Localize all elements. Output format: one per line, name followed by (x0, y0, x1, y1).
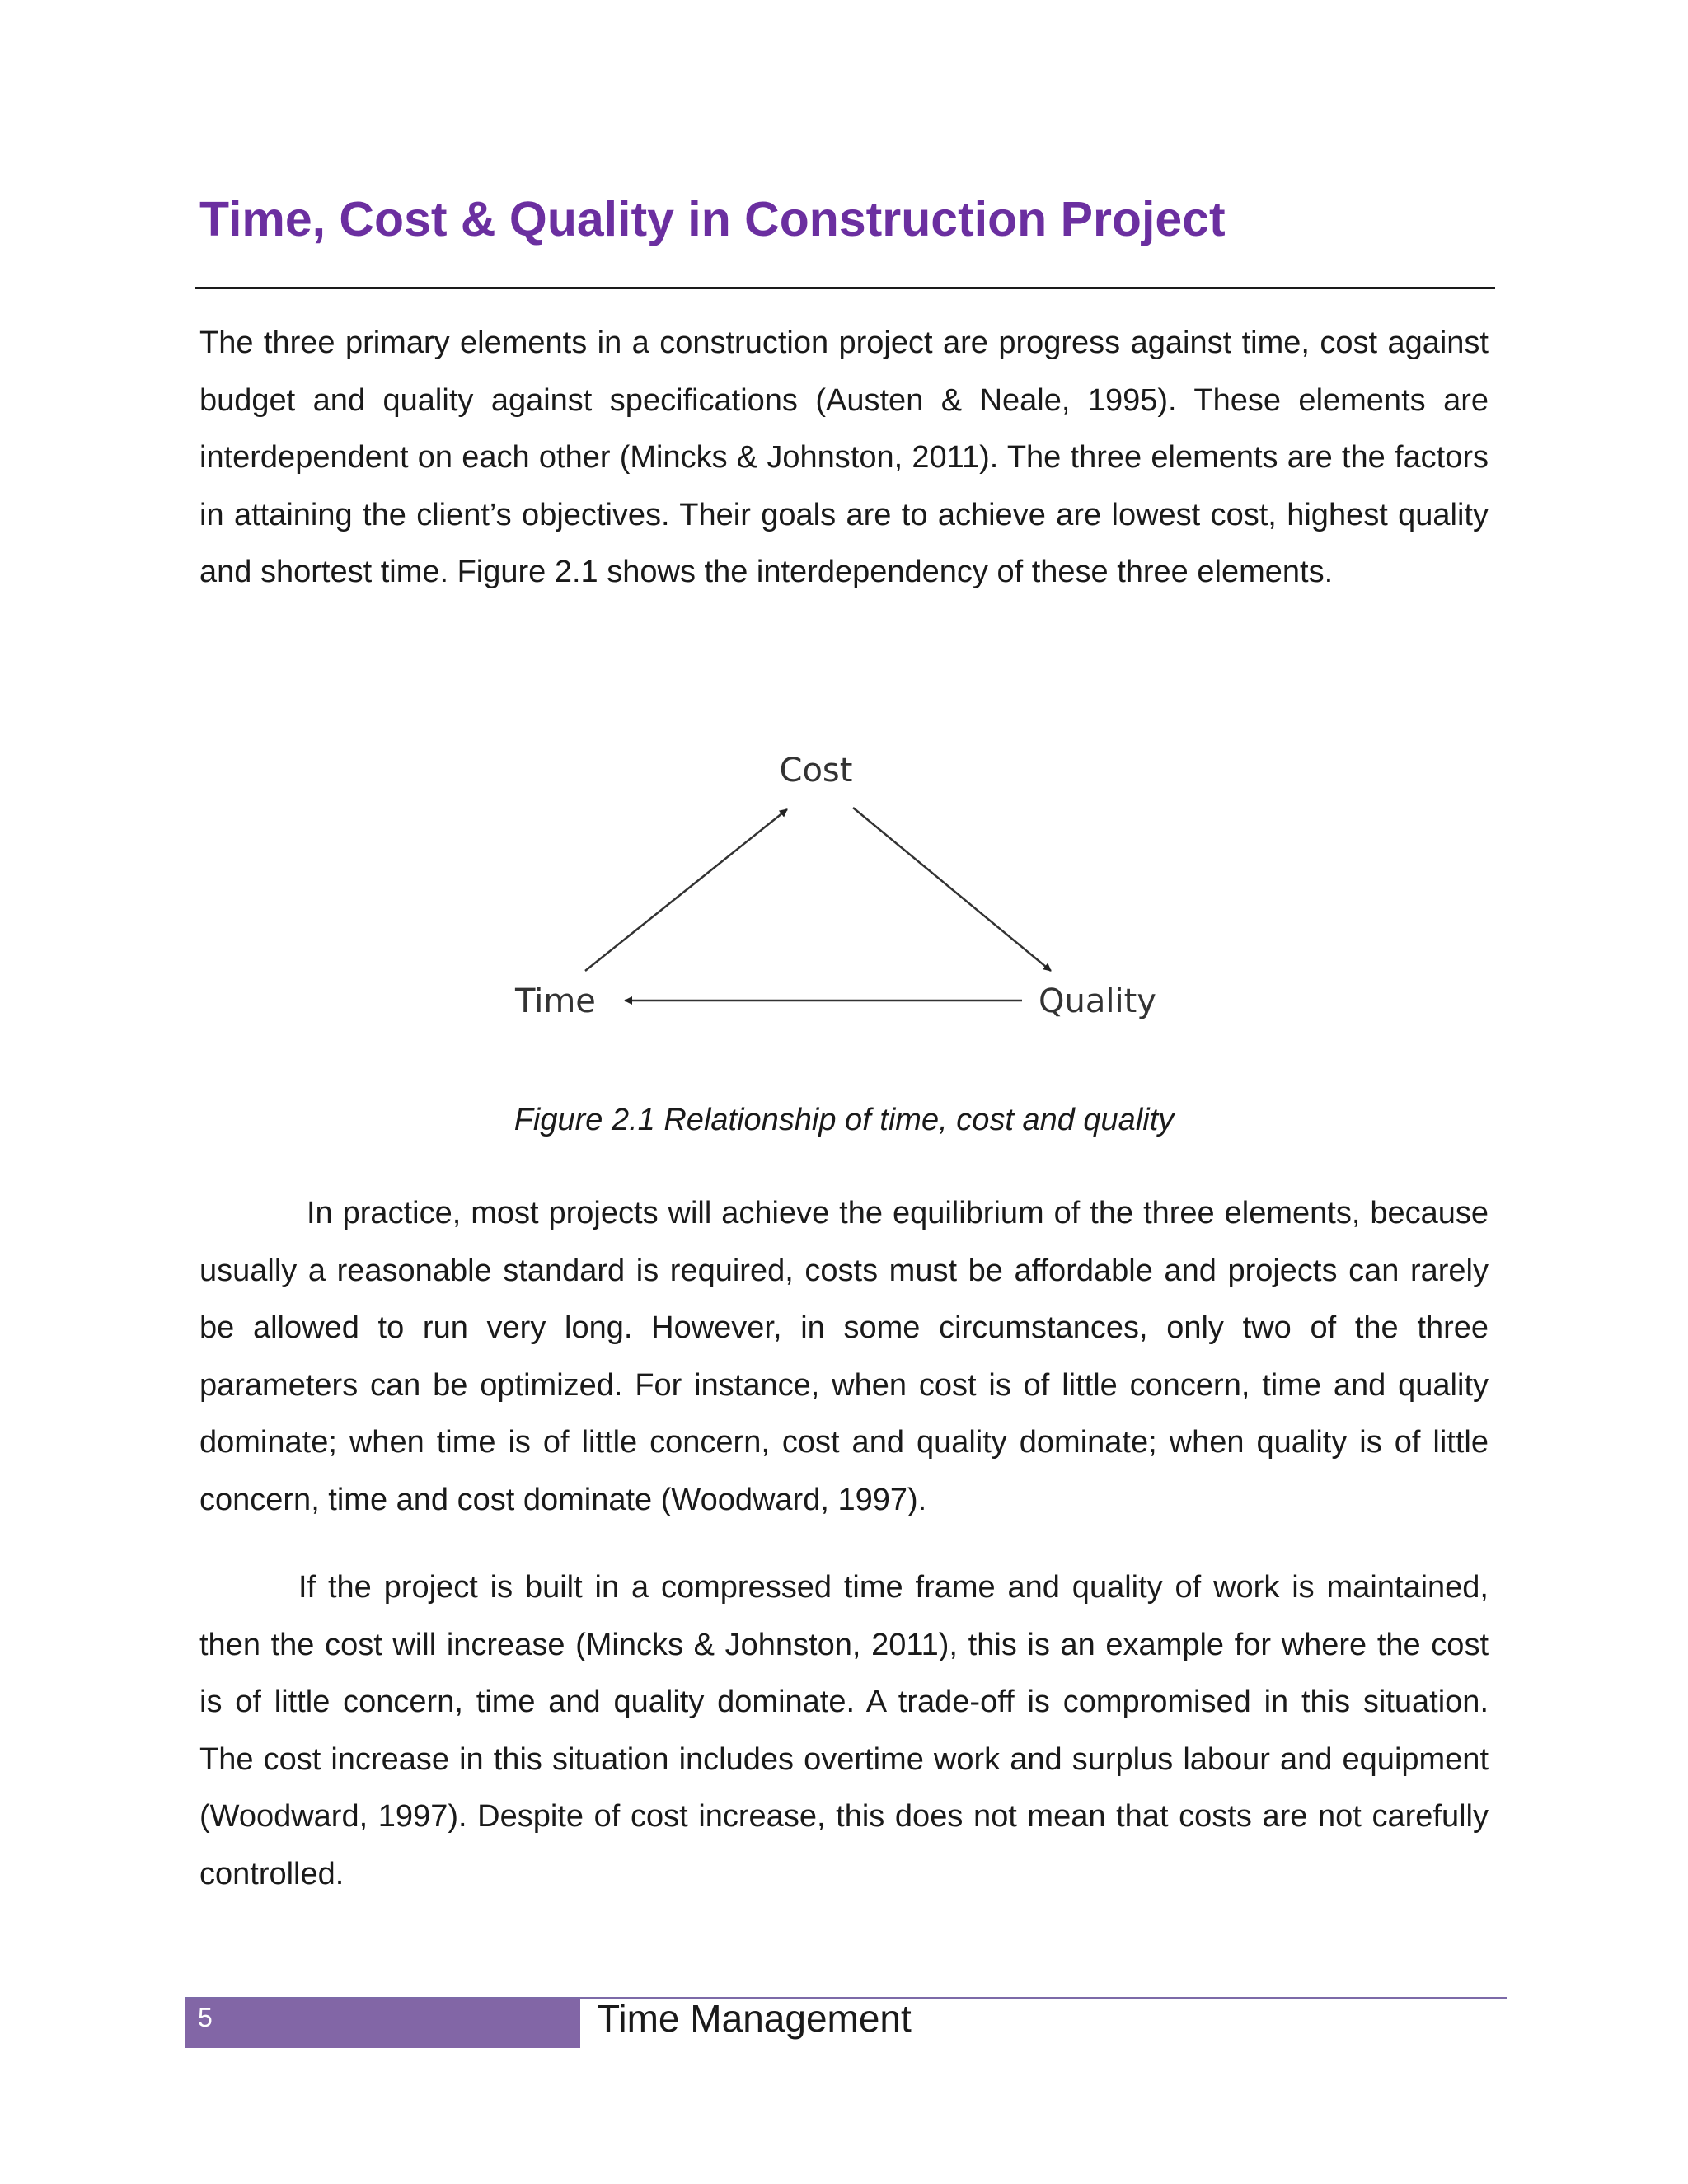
body-paragraph-3: If the project is built in a compressed time frame and quality of work is maintained, then the cost will increase (Mincks & Johnston, 2011), this is an example for where the cost is of little concern, time and quality dominate. A trade-off is compromised in this situation. The cost increase in this situation includes overtime work and surplus labour and equipment (Woodward, 1997). Despite of cost increase, this does not mean that costs are not carefully controlled. (199, 1570, 1489, 1891)
body-paragraph-2: In practice, most projects will achieve the equilibrium of the three elements, because usually a reasonable standard is required, costs must be affordable and projects can rarely be allowed to run very long. However, in some circumstances, only two of the three parameters can be optimized. For instance, when cost is of little concern, time and quality dominate; when time is of little concern, cost and quality dominate; when quality is of little concern, time and cost dominate (Woodward, 1997). (199, 1196, 1489, 1517)
title-divider (195, 287, 1495, 289)
figure-caption: Figure 2.1 Relationship of time, cost and quality (513, 1103, 1175, 1137)
page-number: 5 (198, 2003, 213, 2032)
arrow-cost-to-quality (853, 808, 1051, 971)
arrow-time-to-cost (585, 809, 787, 971)
node-label-cost: Cost (779, 752, 853, 790)
time-cost-quality-diagram (478, 725, 1203, 1038)
page-number-bar (185, 1999, 580, 2048)
page-title: Time, Cost & Quality in Construction Project (199, 192, 1226, 246)
body-paragraph-1: The three primary elements in a construction project are progress against time, cost against budget and quality against specifications (Austen & Neale, 1995). These elements are interdependent on each other (Mincks & Johnston, 2011). The three elements are the factors in attaining the client’s objectives. Their goals are to achieve are lowest cost, highest quality and shortest time. Figure 2.1 shows the interdependency of these three elements. (199, 326, 1489, 589)
footer-title: Time Management (597, 1997, 912, 2040)
node-label-quality: Quality (1039, 982, 1156, 1020)
node-label-time: Time (515, 982, 596, 1020)
